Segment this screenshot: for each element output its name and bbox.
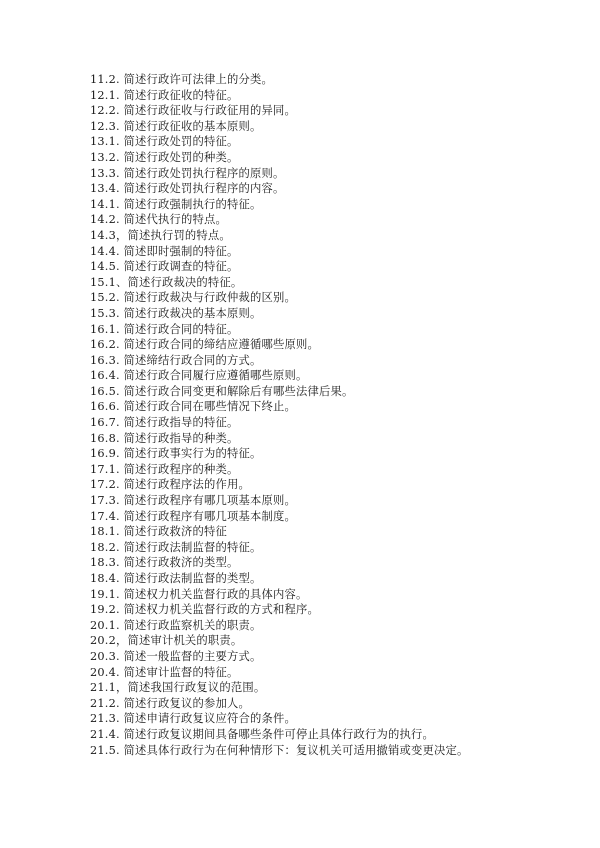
question-item: 17.2. 简述行政程序法的作用。 <box>90 478 251 492</box>
question-item: 21.4. 简述行政复议期间具备哪些条件可停止具体行政行为的执行。 <box>90 727 434 741</box>
question-item: 18.3. 简述行政救济的类型。 <box>90 556 239 570</box>
question-item: 16.3. 简述缔结行政合同的方式。 <box>90 353 262 367</box>
question-item: 17.4. 简述行政程序有哪几项基本制度。 <box>90 509 296 523</box>
question-item: 16.8. 简述行政指导的种类。 <box>90 431 239 445</box>
question-item: 12.2. 简述行政征收与行政征用的异同。 <box>90 104 296 118</box>
question-item: 20.4. 简述审计监督的特征。 <box>90 665 239 679</box>
question-item: 12.3. 简述行政征收的基本原则。 <box>90 119 262 133</box>
question-item: 16.2. 简述行政合同的缔结应遵循哪些原则。 <box>90 338 319 352</box>
question-item: 14.3，简述执行罚的特点。 <box>90 228 231 242</box>
question-item: 21.3. 简述申请行政复议应符合的条件。 <box>90 712 296 726</box>
question-item: 14.2. 简述代执行的特点。 <box>90 213 228 227</box>
question-item: 13.4. 简述行政处罚执行程序的内容。 <box>90 182 285 196</box>
question-list <box>90 72 560 758</box>
question-item: 20.3. 简述一般监督的主要方式。 <box>90 649 262 663</box>
question-item: 15.1、简述行政裁决的特征。 <box>90 275 243 289</box>
question-item: 18.4. 简述行政法制监督的类型。 <box>90 572 262 585</box>
question-item: 20.1. 简述行政监察机关的职责。 <box>90 618 262 632</box>
question-item: 13.1. 简述行政处罚的特征。 <box>90 135 239 149</box>
question-item: 16.5. 简述行政合同变更和解除后有哪些法律后果。 <box>90 384 354 398</box>
question-item: 14.4. 简述即时强制的特征。 <box>90 244 239 258</box>
question-item: 16.6. 简述行政合同在哪些情况下终止。 <box>90 400 296 414</box>
question-item: 13.2. 简述行政处罚的种类。 <box>90 150 239 164</box>
question-item: 12.1. 简述行政征收的特征。 <box>90 88 239 102</box>
question-item: 16.4. 简述行政合同履行应遵循哪些原则。 <box>90 369 308 383</box>
question-item: 16.7. 简述行政指导的特征。 <box>90 416 239 430</box>
question-item: 17.3. 简述行政程序有哪几项基本原则。 <box>90 494 296 508</box>
question-item: 15.2. 简述行政裁决与行政仲裁的区别。 <box>90 291 296 305</box>
question-item: 21.5. 简述具体行政行为在何种情形下：复议机关可适用撤销或变更决定。 <box>90 743 469 757</box>
question-item: 21.2. 简述行政复议的参加人。 <box>90 696 251 710</box>
question-item: 16.9. 简述行政事实行为的特征。 <box>90 447 262 461</box>
question-item: 21.1，简述我国行政复议的范围。 <box>90 681 266 695</box>
question-item: 18.2. 简述行政法制监督的特征。 <box>90 540 262 554</box>
question-item: 20.2，简述审计机关的职责。 <box>90 634 243 648</box>
question-item: 18.1. 简述行政救济的特征 <box>90 525 228 539</box>
question-item: 16.1. 简述行政合同的特征。 <box>90 322 239 336</box>
question-item: 17.1. 简述行政程序的种类。 <box>90 462 239 476</box>
question-item: 13.3. 简述行政处罚执行程序的原则。 <box>90 166 285 180</box>
question-item: 14.5. 简述行政调查的特征。 <box>90 260 239 274</box>
question-item: 19.1. 简述权力机关监督行政的具体内容。 <box>90 587 308 601</box>
question-item: 11.2. 简述行政许可法律上的分类。 <box>90 73 273 86</box>
question-item: 14.1. 简述行政强制执行的特征。 <box>90 197 262 211</box>
question-item: 19.2. 简述权力机关监督行政的方式和程序。 <box>90 603 319 617</box>
question-item: 15.3. 简述行政裁决的基本原则。 <box>90 306 262 320</box>
